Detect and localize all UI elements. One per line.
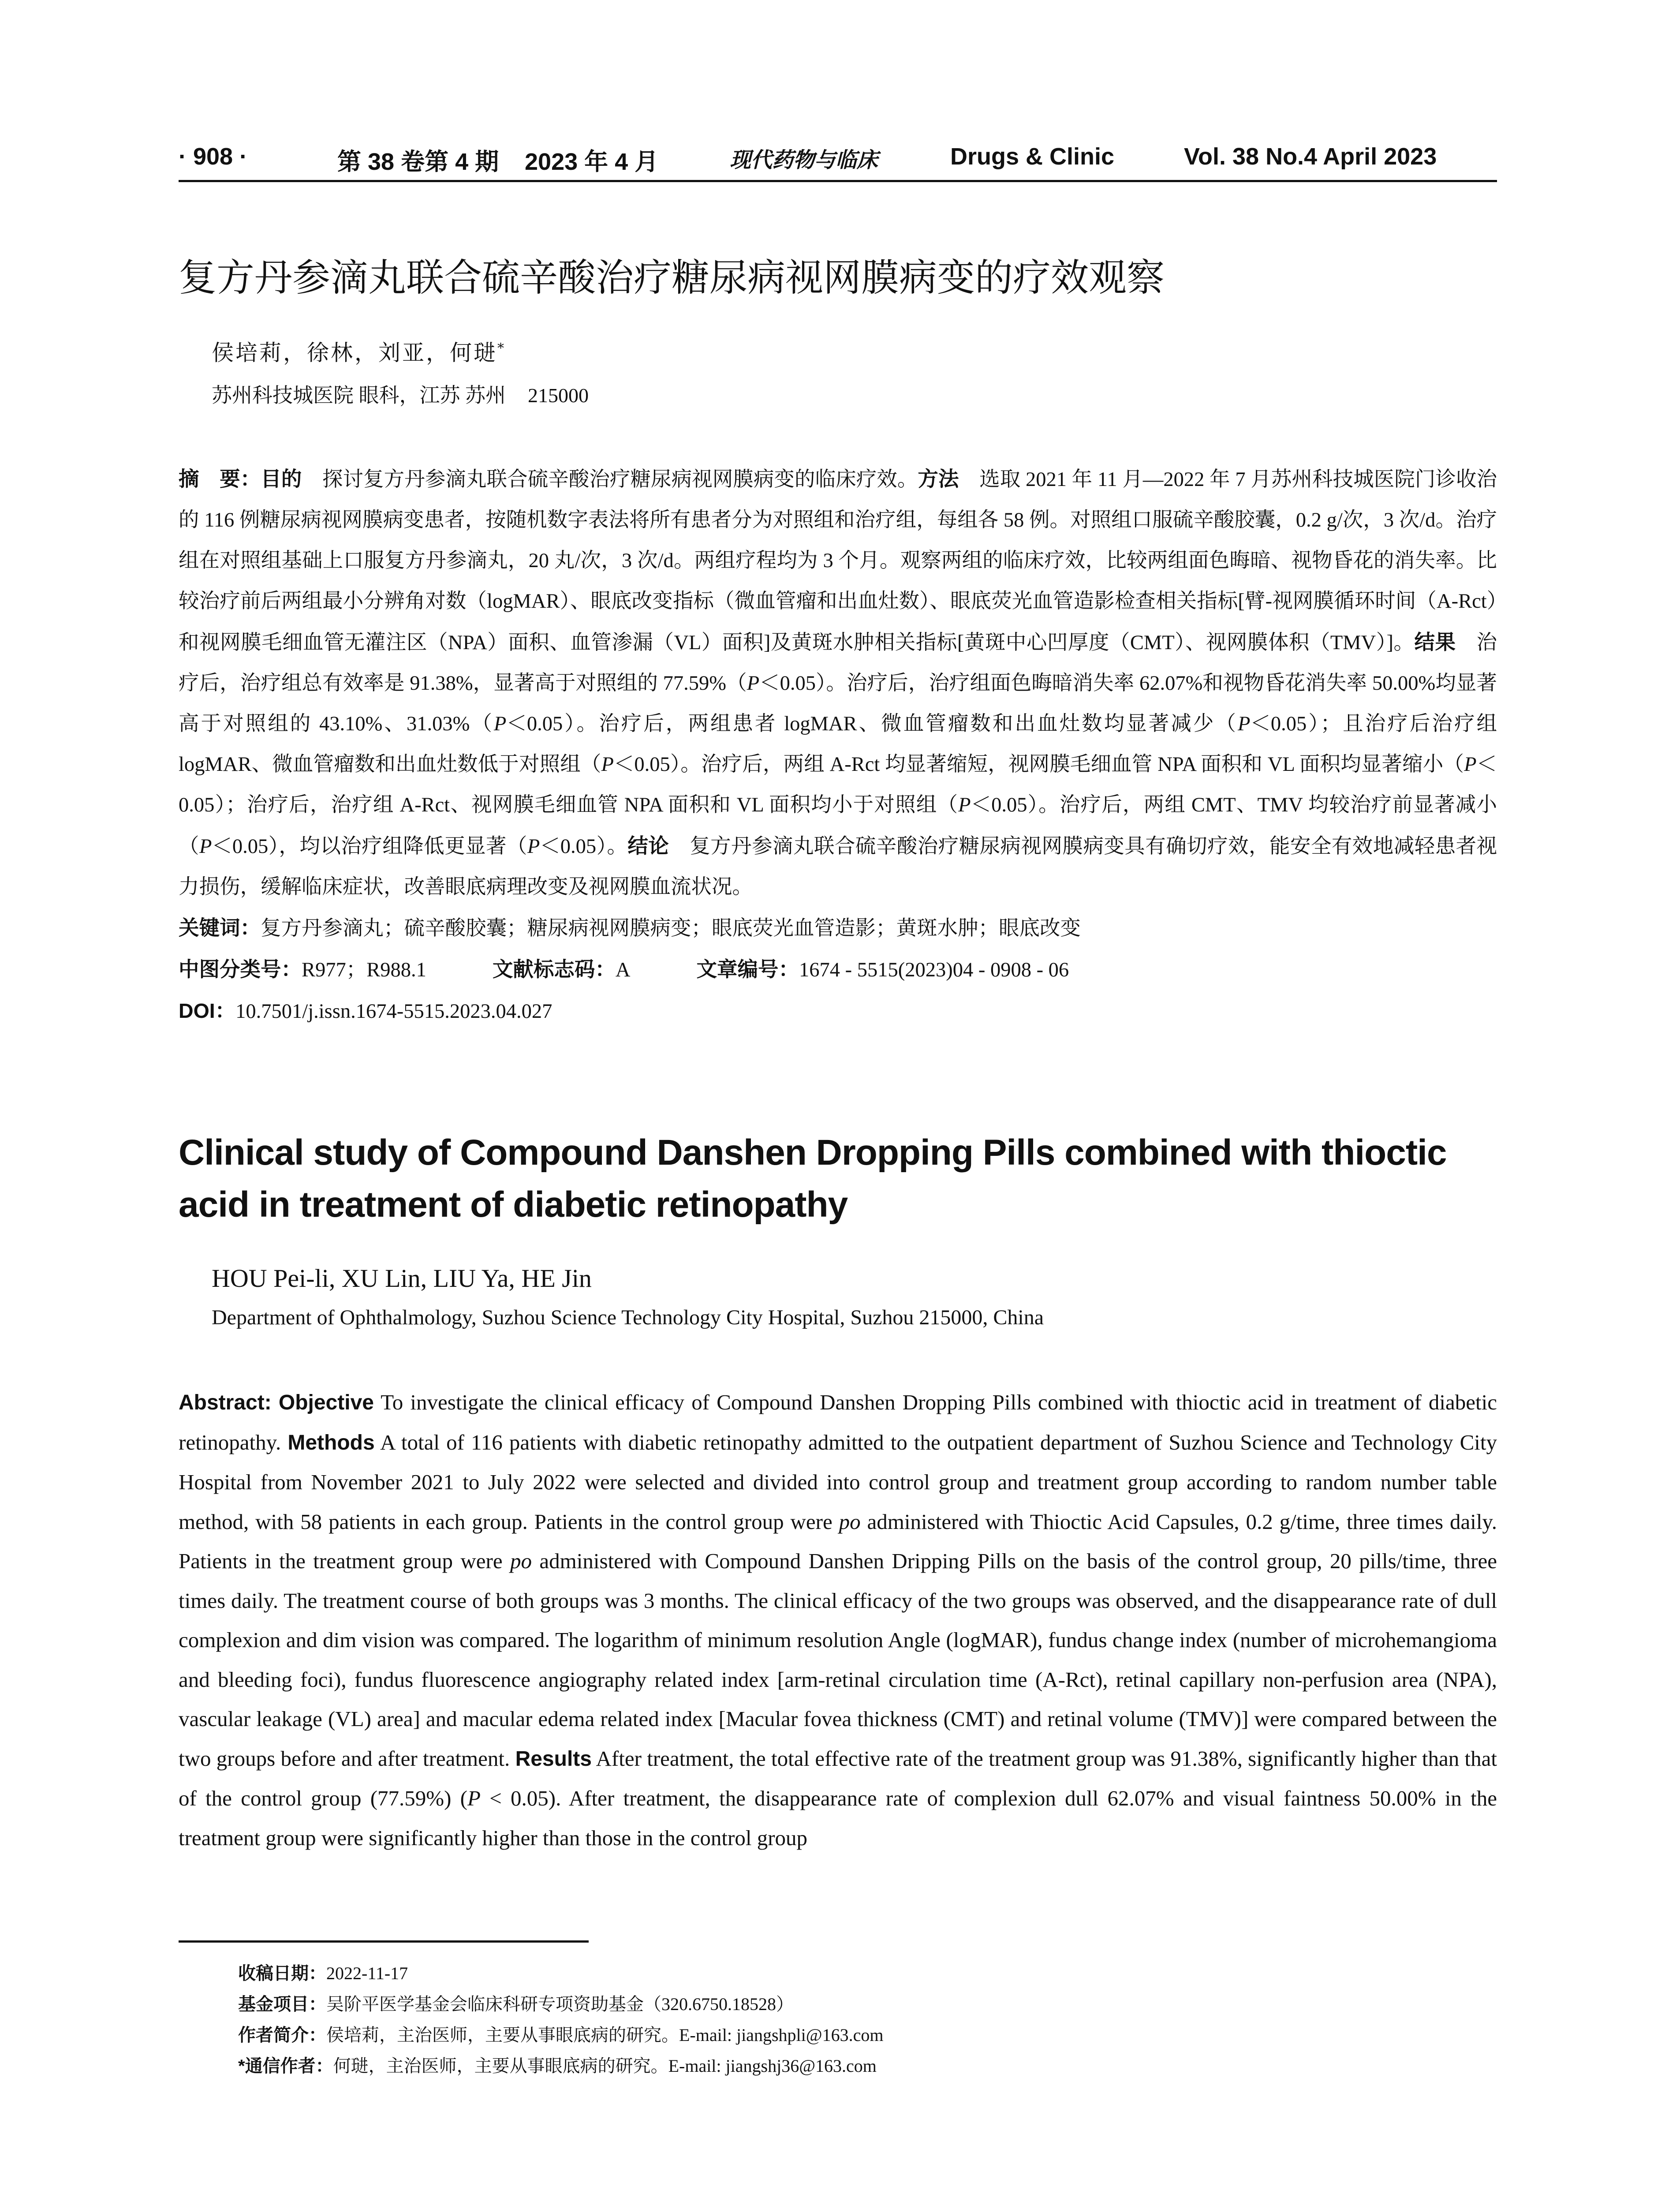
results-en-seg: After treatment, the total effective rate of the treatment group was 91.38%, significantly higher than that of the control group (77.59%) ( (179, 1746, 1497, 1810)
results-cn-label: 结果 (1414, 631, 1456, 654)
corresponding-author-mark: * (497, 340, 506, 356)
affiliation-cn-text: 苏州科技城医院 眼科，江苏 苏州 (212, 384, 506, 407)
results-cn-seg: ＜0.05）；治疗后，治疗组 A-Rct、视网膜毛细血管 NPA 面积和 VL 面积均小于对照组（ (179, 753, 1497, 816)
results-cn-seg: ＜0.05）；且治疗后治疗组 logMAR、微血管瘤数和出血灶数低于对照组（ (179, 713, 1497, 776)
fund-value: 吴阶平医学基金会临床科研专项资助基金（320.6750.18528） (326, 1994, 794, 2014)
keywords-cn-label: 关键词： (179, 916, 261, 939)
results-cn-seg: ＜0.05）。治疗后，治疗组面色晦暗消失率 62.07%和视物昏花消失率 50.00%均显著高于对照组的 43.10%、31.03%（ (179, 672, 1497, 735)
objective-en-text: To investigate the clinical efficacy of Compound Danshen Dropping Pills combined with thioctic acid in treatment of diabetic retinopathy. (179, 1390, 1497, 1454)
results-cn-seg: 治疗后，治疗组总有效率是 91.38%，显著高于对照组的 77.59%（ (179, 632, 1497, 695)
methods-en-seg: A total of 116 patients with diabetic retinopathy admitted to the outpatient department of Suzhou Science and Technology City Hospital from November 2021 to July 2022 were selected and divided into control group and treatment group according to random number table method, with 58 patients in each group. Patients in the control group were (179, 1430, 1497, 1534)
results-cn-seg: ＜0.05），均以治疗组降低更显著（ (212, 835, 527, 858)
authors-cn (212, 335, 506, 367)
footnote-corresponding (238, 2051, 1473, 2082)
abstract-cn (179, 459, 1497, 1032)
volume-issue-cn: 第 38 卷第 4 期 (337, 149, 499, 175)
objective-cn-text: 探讨复方丹参滴丸联合硫辛酸治疗糖尿病视网膜病变的临床疗效。 (322, 468, 918, 491)
article-title-en (179, 1127, 1501, 1231)
page-number: · 908 · (179, 143, 248, 170)
journal-name-en: Drugs & Clinic (950, 143, 1115, 170)
date-cn: 2023 年 4 月 (525, 149, 659, 175)
article-no-value: 1674 - 5515(2023)04 - 0908 - 06 (799, 959, 1069, 981)
author-bio-value: 侯培莉，主治医师，主要从事眼底病的研究。E-mail: jiangshpli@163.com (326, 2025, 884, 2045)
article-no-label: 文章编号： (696, 958, 799, 981)
p-value-symbol: P (601, 753, 614, 776)
results-cn-text (179, 632, 1497, 858)
footnote-received (238, 1958, 1473, 1989)
methods-en-seg: administered with Compound Danshen Dripping Pills on the basis of the control group, 20 pills/time, three times daily. The treatment course of both groups was 3 months. The clinical efficacy of the two groups was observed, and the disappearance rate of dull complexion and dim vision was compared. The logarithm of minimum resolution Angle (logMAR), fundus change index (number of microhemangioma and bleeding foci), fundus fluorescence angiography related index [arm-retinal circulation time (A-Rct), retinal capillary non-perfusion area (NPA), vascular leakage (VL) area] and macular edema related index [Macular fovea thickness (CMT) and retinal volume (TMV)] were compared between the two groups before and after treatment. (179, 1549, 1497, 1771)
results-en-label: Results (515, 1747, 592, 1771)
objective-cn-label: 目的 (261, 467, 302, 490)
p-value-symbol: P (747, 672, 760, 695)
conclusion-cn-label: 结论 (627, 834, 669, 857)
footnote-divider (179, 1940, 589, 1943)
clc-value: R977；R988.1 (302, 959, 426, 981)
authors-en: HOU Pei-li, XU Lin, LIU Ya, HE Jin (212, 1264, 592, 1293)
doi-line (179, 990, 1497, 1032)
authors-cn-names: 侯培莉，徐林，刘亚，何琎 (212, 340, 497, 366)
affiliation-en: Department of Ophthalmology, Suzhou Science Technology City Hospital, Suzhou 215000, China (212, 1306, 1044, 1329)
article-title-cn: 复方丹参滴丸联合硫辛酸治疗糖尿病视网膜病变的疗效观察 (179, 256, 1165, 300)
methods-cn-label: 方法 (918, 467, 959, 490)
affiliation-cn-postcode: 215000 (528, 384, 589, 407)
article-title-en-line2: acid in treatment of diabetic retinopathy (179, 1185, 848, 1225)
results-cn-seg: ＜0.05）。治疗后，两组 A-Rct 均显著缩短，视网膜毛细血管 NPA 面积和 VL 面积均显著缩小（ (613, 753, 1464, 776)
footnote-author (238, 2020, 1473, 2051)
po-term: po (839, 1509, 861, 1534)
methods-en-seg: administered with Thioctic Acid Capsules, 0.2 g/time, three times daily. Patients in the treatment group were (179, 1509, 1497, 1573)
article-title-en-line1: Clinical study of Compound Danshen Dropping Pills combined with thioctic (179, 1132, 1447, 1173)
affiliation-cn (212, 379, 589, 408)
abstract-en-body (179, 1383, 1497, 1857)
corresponding-value: 何琎，主治医师，主要从事眼底病的研究。E-mail: jiangshj36@163.com (333, 2056, 877, 2076)
p-value-symbol: P (493, 713, 507, 735)
p-value-symbol: P (1238, 713, 1251, 735)
author-bio-label: 作者简介： (238, 2026, 326, 2045)
abstract-cn-label: 摘 要： (179, 467, 261, 490)
po-term: po (510, 1549, 532, 1573)
p-value-symbol: P (1464, 753, 1477, 776)
methods-cn-text: 选取 2021 年 11 月—2022 年 7 月苏州科技城医院门诊收治的 116 例糖尿病视网膜病变患者，按随机数字表法将所有患者分为对照组和治疗组，每组各 58 例。对照组口服硫辛酸胶囊，0.2 g/次，3 次/d。治疗组在对照组基础上口服复方丹参滴丸，20 丸/次，3 次/d。两组疗程均为 3 个月。观察两组的临床疗效，比较两组面色晦暗、视物昏花的消失率。比较治疗前后两组最小分辨角对数（logMAR）、眼底改变指标（微血管瘤和出血灶数）、眼底荧光血管造影检查相关指标[臂-视网膜循环时间（A-Rct）和视网膜毛细血管无灌注区（NPA）面积、血管渗漏（VL）面积]及黄斑水肿相关指标[黄斑中心凹厚度（CMT）、视网膜体积（TMV）]。 (179, 468, 1497, 654)
journal-name-cn: 现代药物与临床 (730, 148, 878, 172)
objective-en-label: Objective (278, 1391, 374, 1414)
methods-en-label: Methods (287, 1431, 375, 1454)
p-value-symbol: P (527, 835, 540, 858)
results-en-seg: < 0.05). After treatment, the disappearance rate of complexion dull 62.07% and visual faintness 50.00% in the treatment group were significantly higher than those in the control group (179, 1786, 1497, 1850)
footnotes (238, 1958, 1473, 2082)
abstract-en (179, 1383, 1497, 1857)
volume-issue-en: Vol. 38 No.4 April 2023 (1184, 143, 1437, 170)
footnote-fund (238, 1989, 1473, 2020)
keywords-cn (179, 908, 1497, 949)
clc-label: 中图分类号： (179, 958, 302, 981)
conclusion-cn-text: 复方丹参滴丸联合硫辛酸治疗糖尿病视网膜病变具有确切疗效，能安全有效地减轻患者视力损伤，缓解临床症状，改善眼底病理改变及视网膜血流状况。 (179, 835, 1497, 898)
doi-label: DOI： (179, 999, 236, 1022)
received-label: 收稿日期： (238, 1964, 326, 1983)
doi-value: 10.7501/j.issn.1674-5515.2023.04.027 (235, 1000, 553, 1023)
abstract-en-label: Abstract: (179, 1391, 272, 1414)
doc-code-label: 文献标志码： (492, 958, 616, 981)
abstract-cn-body (179, 459, 1497, 908)
corresponding-label: *通信作者： (238, 2056, 333, 2076)
keywords-cn-text: 复方丹参滴丸；硫辛酸胶囊；糖尿病视网膜病变；眼底荧光血管造影；黄斑水肿；眼底改变 (261, 917, 1081, 940)
results-cn-seg: ＜0.05）。治疗后，两组 CMT、TMV 均较治疗前显著减小（ (179, 794, 1497, 858)
classification-line (179, 949, 1497, 990)
fund-label: 基金项目： (238, 1995, 326, 2014)
received-value: 2022-11-17 (326, 1963, 408, 1983)
results-cn-seg: ＜0.05）。治疗后，两组患者 logMAR、微血管瘤数和出血灶数均显著减少（ (506, 713, 1238, 735)
results-cn-seg: ＜0.05）。 (540, 835, 628, 858)
p-value-symbol: P (199, 835, 212, 858)
p-value-symbol: P (958, 794, 971, 816)
p-value-symbol: P (467, 1786, 481, 1810)
doc-code-value: A (615, 959, 631, 981)
methods-en-text (179, 1430, 1497, 1771)
running-header (179, 140, 1497, 182)
